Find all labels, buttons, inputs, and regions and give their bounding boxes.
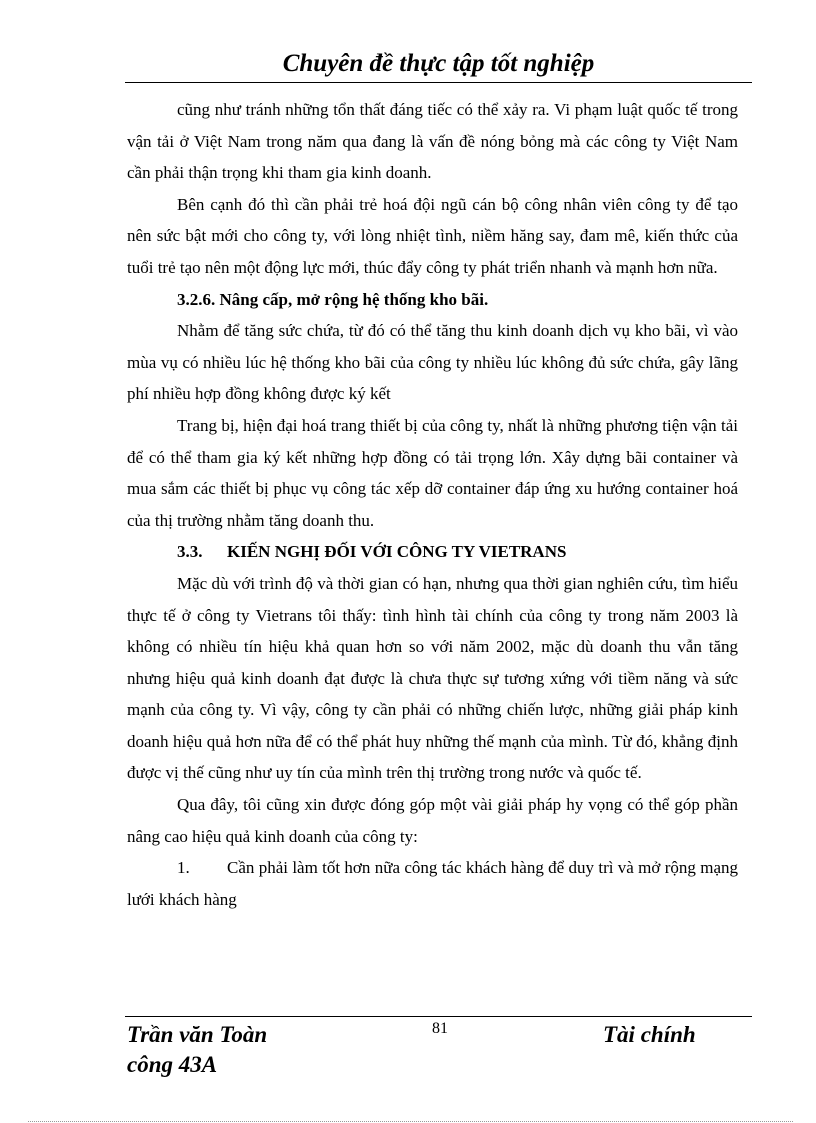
- paragraph: Trang bị, hiện đại hoá trang thiết bị của công ty, nhất là những phương tiện vận tải để có thể tham gia ký kết những hợp đồng có tải trọng lớn. Xây dựng bãi container và mua sắm các thiết bị phục vụ công tác xếp dỡ container đáp ứng xu hướng container hoá của thị trường nhằm tăng doanh thu.: [127, 415, 738, 530]
- section-number: 3.3.: [177, 542, 203, 562]
- author-class: công 43A: [127, 1052, 218, 1077]
- header-divider: [125, 82, 752, 83]
- page-header-title: Chuyên đề thực tập tốt nghiệp: [282, 50, 595, 77]
- paragraph: Bên cạnh đó thì cần phải trẻ hoá đội ngũ cán bộ công nhân viên công ty để tạo nên sức bật mới cho công ty, với lòng nhiệt tình, niềm hăng say, đam mê, kiến thức của tuổi trẻ tạo nên một động lực mới, thúc đẩy công ty phát triển nhanh và mạnh hơn nữa.: [127, 194, 738, 277]
- document-body: [127, 94, 738, 915]
- author-name: Trần văn Toàn: [127, 1022, 268, 1047]
- paragraph: Qua đây, tôi cũng xin được đóng góp một vài giải pháp hy vọng có thể góp phần nâng cao hiệu quả kinh doanh của công ty:: [127, 795, 738, 846]
- page-edge: [28, 1121, 793, 1122]
- page-number: 81: [432, 1020, 448, 1037]
- footer-department: Tài chính: [603, 1022, 696, 1047]
- footer-divider: [125, 1016, 752, 1017]
- footer-author: [127, 1020, 347, 1080]
- list-text: Cần phải làm tốt hơn nữa công tác khách hàng để duy trì và mở rộng mạng lưới khách hàng: [127, 858, 738, 909]
- list-item: [127, 852, 738, 915]
- section-heading-3-2-6: 3.2.6. Nâng cấp, mở rộng hệ thống kho bãi.: [177, 289, 489, 309]
- section-title: KIẾN NGHỊ ĐỐI VỚI CÔNG TY VIETRANS: [227, 542, 567, 562]
- paragraph: Mặc dù với trình độ và thời gian có hạn, nhưng qua thời gian nghiên cứu, tìm hiểu thực tế ở công ty Vietrans tôi thấy: tình hình tài chính của công ty trong năm 2003 là không có nhiều tín hiệu khả quan hơn so với năm 2002, mặc dù doanh thu vẫn tăng nhưng hiệu quả kinh doanh đạt được là chưa thực sự tương xứng với tiềm năng và sức mạnh của công ty. Vì vậy, công ty cần phải có những chiến lược, những giải pháp kinh doanh hiệu quả hơn nữa để có thể phát huy những thế mạnh của mình. Từ đó, khẳng định được vị thế cũng như uy tín của mình trên thị trường trong nước và quốc tế.: [127, 573, 738, 783]
- list-number: 1.: [177, 858, 190, 878]
- paragraph: Nhằm để tăng sức chứa, từ đó có thể tăng thu kinh doanh dịch vụ kho bãi, vì vào mùa vụ có nhiều lúc hệ thống kho bãi của công ty nhiều lúc không đủ sức chứa, gây lãng phí nhiều hợp đồng không được ký kết: [127, 321, 738, 404]
- paragraph: cũng như tránh những tổn thất đáng tiếc có thể xảy ra. Vi phạm luật quốc tế trong vận tải ở Việt Nam trong năm qua đang là vấn đề nóng bỏng mà các công ty Việt Nam cần phải thận trọng khi tham gia kinh doanh.: [127, 100, 738, 183]
- section-heading-3-3: [127, 536, 738, 568]
